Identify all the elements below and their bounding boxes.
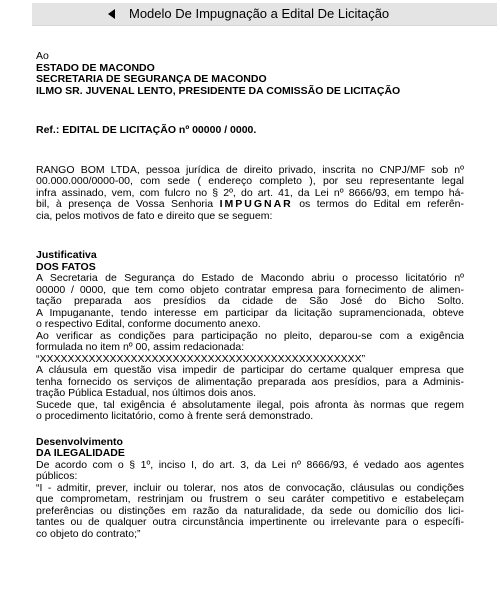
- paragraph-line: tação preparada aos presídios da cidade de São José do Bicho Solto.: [36, 295, 464, 307]
- paragraph-line: tração Pública Estadual, nos últimos dois anos.: [36, 387, 257, 399]
- triangle-left-icon: [108, 9, 115, 19]
- quote-line: “I - admitir, prever, incluir ou tolerar, nos atos de convocação, cláusulas ou condições: [36, 481, 464, 494]
- section-justificativa: [36, 250, 464, 423]
- addressee-block: [36, 51, 464, 97]
- intro-line-part: bil, à presença de Vossa Senhoria: [36, 198, 214, 210]
- paragraph-line: A Secretaria de Segurança do Estado de Macondo abriu o processo licitatório nº: [36, 272, 464, 284]
- quote-line: co objeto do contrato;”: [36, 527, 141, 540]
- intro-line: 00.000.000/0000-00, com sede ( endereço completo ), por seu representante legal: [36, 175, 464, 187]
- paragraph-line: Sucede que, tal exigência é absolutamente ilegal, pois afronta às normas que regem: [36, 398, 464, 411]
- paragraph-line: públicos:: [36, 470, 78, 482]
- paragraph-line: o respectivo Edital, conforme documento anexo.: [36, 318, 261, 330]
- section-heading: Justificativa: [36, 249, 97, 261]
- document-body: [36, 51, 464, 540]
- section-desenvolvimento: [36, 437, 464, 541]
- quote-line: preferências ou distinções em razão da naturalidade, da sede ou domicílio dos lici-: [36, 504, 464, 517]
- intro-line: RANGO BOM LTDA, pessoa jurídica de direito privado, inscrita no CNPJ/MF sob nº: [36, 163, 464, 176]
- section-heading: Desenvolvimento: [36, 435, 123, 448]
- paragraph-line: De acordo com o § 1º, inciso I, do art. 3, da Lei nº 8666/93, é vedado aos agentes: [36, 458, 464, 471]
- paragraph-line: formulada no item nº 00, assim redacionada:: [36, 341, 245, 353]
- addressee-salutation: Ao: [36, 50, 49, 62]
- section-subheading: DOS FATOS: [36, 260, 96, 273]
- quoted-clause: “XXXXXXXXXXXXXXXXXXXXXXXXXXXXXXXXXXXXXXXXXXXXXX”: [36, 352, 366, 365]
- impugnar-keyword: IMPUGNAR: [219, 198, 293, 210]
- title-bar: [32, 3, 497, 26]
- intro-line: infra assinado, vem, com fulcro no § 2º, do art. 41, da Lei nº 8666/93, em tempo há-: [36, 186, 464, 199]
- paragraph-line: A cláusula em questão visa impedir de participar do certame qualquer empresa que: [36, 364, 464, 376]
- paragraph-line: tenha fornecido os serviços de alimentação preparada aos presídios, para a Adminis-: [36, 375, 464, 388]
- reference-line: Ref.: EDITAL DE LICITAÇÃO nº 00000 / 0000.: [36, 124, 257, 136]
- section-subheading: DA ILEGALIDADE: [36, 447, 125, 459]
- document-title: Modelo De Impugnação a Edital De Licitação: [129, 6, 390, 21]
- intro-line: cia, pelos motivos de fato e direito que se seguem:: [36, 209, 273, 222]
- quote-line: tantes ou de qualquer outra circunstância impertinente ou irrelevante para o específi-: [36, 516, 464, 528]
- addressee-line-3: ILMO SR. JUVENAL LENTO, PRESIDENTE DA COMISSÃO DE LICITAÇÃO: [36, 84, 401, 97]
- intro-line-with-impugnar: [36, 199, 464, 211]
- paragraph-line: Ao verificar as condições para participação no pleito, deparou-se com a exigência: [36, 329, 464, 342]
- addressee-line-1: ESTADO DE MACONDO: [36, 61, 155, 74]
- paragraph-line: 00000 / 0000, que tem como objeto contratar empresa para fornecimento de alimen-: [36, 283, 464, 296]
- intro-line-part: os termos do Edital em referên-: [299, 198, 464, 210]
- paragraph-line: A Impuganante, tendo interesse em participar da licitação supramencionada, obteve: [36, 306, 464, 319]
- paragraph-line: o procedimento licitatório, como à frente será demonstrado.: [36, 410, 314, 422]
- addressee-line-2: SECRETARIA DE SEGURANÇA DE MACONDO: [36, 73, 267, 85]
- intro-paragraph: [36, 165, 464, 223]
- quote-line: que comprometam, restrinjam ou frustrem o seu caráter competitivo e estabeleçam: [36, 493, 464, 505]
